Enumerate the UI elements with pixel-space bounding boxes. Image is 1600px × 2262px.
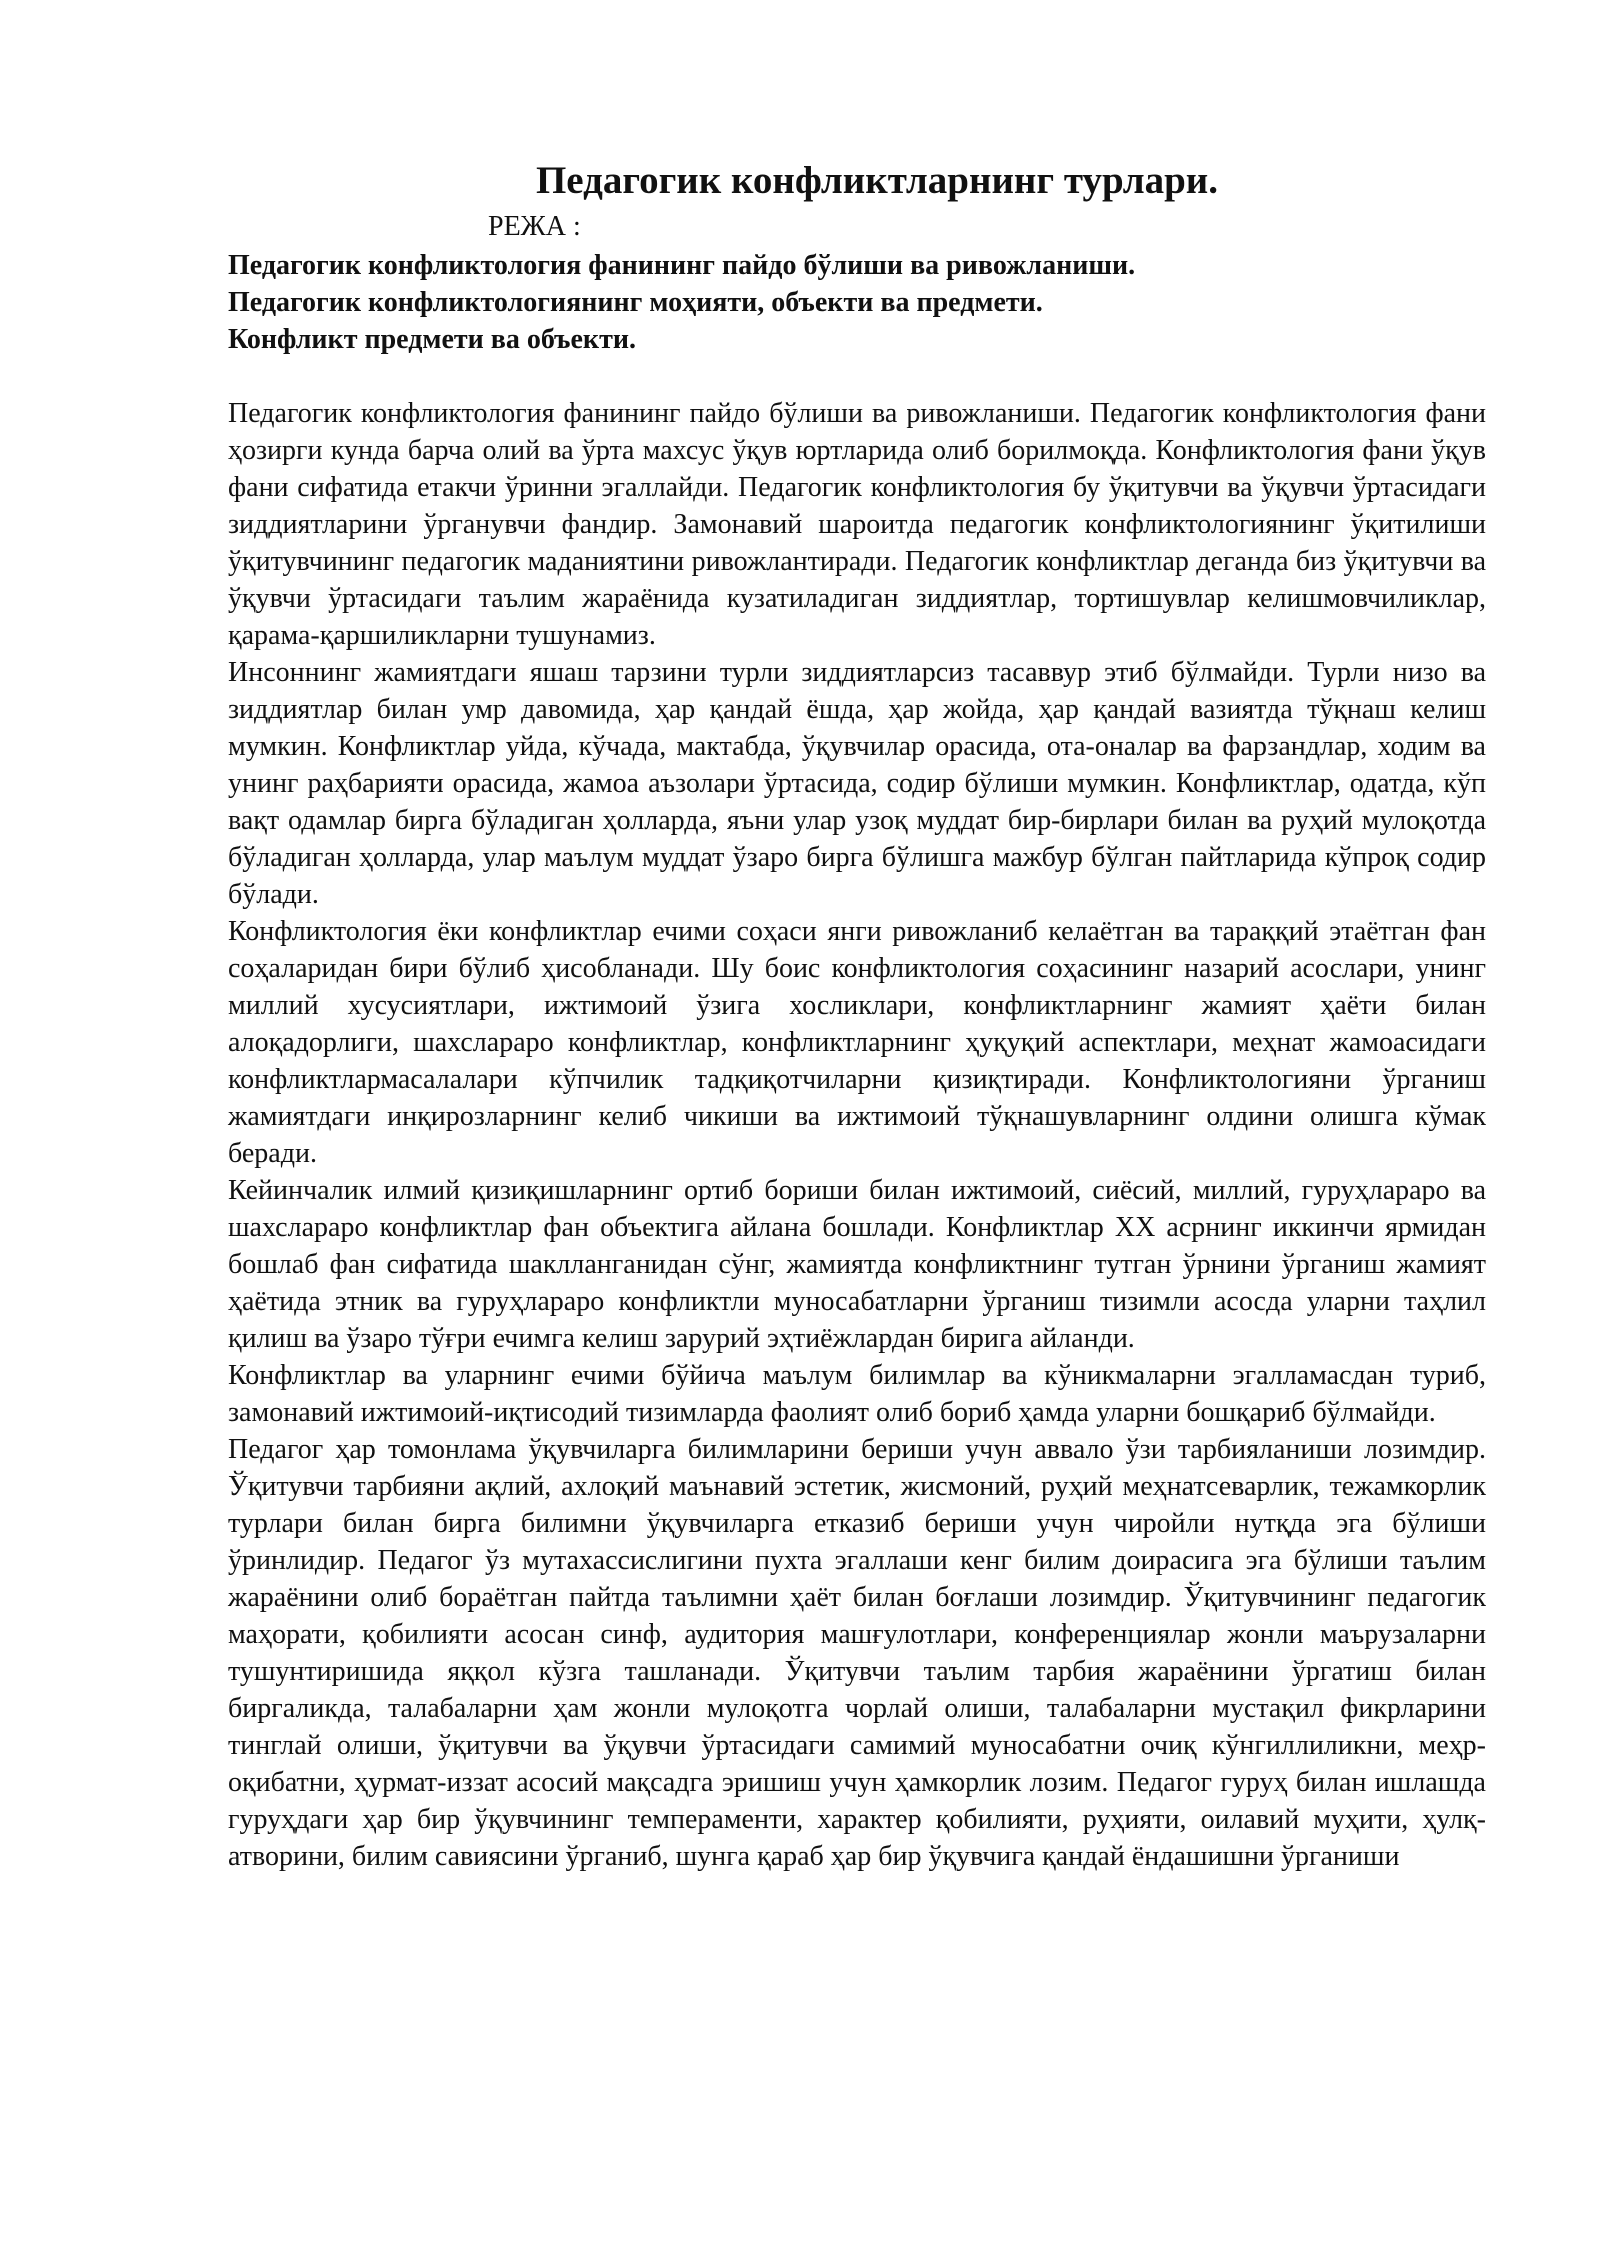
document-page	[228, 155, 1486, 1875]
plan-list	[228, 247, 1486, 358]
plan-item: Педагогик конфликтология фанининг пайдо бўлиши ва ривожланиши.	[228, 250, 1136, 281]
body-paragraph: Педагог ҳар томонлама ўқувчиларга билимларини бериши учун аввало ўзи тарбияланиши лозимдир. Ўқитувчи тарбияни ақлий, ахлоқий маънавий эстетик, жисмоний, руҳий меҳнатсеварлик, тежамкорлик турлари билан бирга билимни ўқувчиларга етказиб бериши учун чиройли нутқда эга бўлиши ўринлидир. Педагог ўз мутахассислигини пухта эгаллаши кенг билим доирасига эга бўлиши таълим жараёнини олиб бораётган пайтда таълимни ҳаёт билан боғлаши лозимдир. Ўқитувчининг педагогик маҳорати, қобилияти асосан синф, аудитория машғулотлари, конференциялар жонли маърузаларни тушунтиришида яққол кўзга ташланади. Ўқитувчи таълим тарбия жараёнини ўргатиш билан биргаликда, талабаларни ҳам жонли мулоқотга чорлай олиши, талабаларни мустақил фикрларини тинглай олиши, ўқитувчи ва ўқувчи ўртасидаги самимий муносабатни очиқ кўнгиллиликни, меҳр-оқибатни, ҳурмат-иззат асосий мақсадга эришиш учун ҳамкорлик лозим. Педагог гуруҳ билан ишлашда гуруҳдаги ҳар бир ўқувчининг темпераменти, характер қобилияти, руҳияти, оилавий муҳити, ҳулқ-атворини, билим савиясини ўрганиб, шунга қараб ҳар бир ўқувчига қандай ёндашишни ўрганиши	[228, 1434, 1486, 1872]
plan-item: Педагогик конфликтологиянинг моҳияти, объекти ва предмети.	[228, 287, 1043, 318]
body-paragraph: Кейинчалик илмий қизиқишларнинг ортиб бориши билан ижтимоий, сиёсий, миллий, гуруҳлараро ва шахслараро конфликтлар фан объектига айлана бошлади. Конфликтлар XX асрнинг иккинчи ярмидан бошлаб фан сифатида шаклланганидан сўнг, жамиятда конфликтнинг тутган ўрнини ўрганиш жамият ҳаётида этник ва гуруҳлараро конфликтли муносабатларни ўрганиш тизимли асосда уларни таҳлил қилиш ва ўзаро тўғри ечимга келиш зарурий эҳтиёжлардан бирига айланди.	[228, 1175, 1486, 1354]
body-paragraph: Педагогик конфликтология фанининг пайдо бўлиши ва ривожланиши. Педагогик конфликтология фани ҳозирги кунда барча олий ва ўрта махсус ўқув юртларида олиб борилмоқда. Конфликтология фани ўқув фани сифатида етакчи ўринни эгаллайди. Педагогик конфликтология бу ўқитувчи ва ўқувчи ўртасидаги зиддиятларини ўрганувчи фандир. Замонавий шароитда педагогик конфликтологиянинг ўқитилиши ўқитувчининг педагогик маданиятини ривожлантиради. Педагогик конфликтлар деганда биз ўқитувчи ва ўқувчи ўртасидаги таълим жараёнида кузатиладиган зиддиятлар, тортишувлар келишмовчиликлар, қарама-қаршиликларни тушунамиз.	[228, 398, 1486, 651]
body-paragraph: Инсоннинг жамиятдаги яшаш тарзини турли зиддиятларсиз тасаввур этиб бўлмайди. Турли низо ва зиддиятлар билан умр давомида, ҳар қандай ёшда, ҳар жойда, ҳар қандай вазиятда тўқнаш келиш мумкин. Конфликтлар уйда, кўчада, мактабда, ўқувчилар орасида, ота-оналар ва фарзандлар, ходим ва унинг раҳбарияти орасида, жамоа аъзолари ўртасида, содир бўлиши мумкин. Конфликтлар, одатда, кўп вақт одамлар бирга бўладиган ҳолларда, яъни улар узоқ муддат бир-бирлари билан ва руҳий мулоқотда бўладиган ҳолларда, улар маълум муддат ўзаро бирга бўлишга мажбур бўлган пайтларида кўпроқ содир бўлади.	[228, 657, 1486, 910]
page-title: Педагогик конфликтларнинг турлари.	[535, 159, 1219, 202]
plan-item: Конфликт предмети ва объекти.	[228, 324, 636, 355]
body-text	[228, 395, 1486, 1875]
body-paragraph: Конфликтлар ва уларнинг ечими бўйича маълум билимлар ва кўникмаларни эгалламасдан туриб, замонавий ижтимоий-иқтисодий тизимларда фаолият олиб бориб ҳамда уларни бошқариб бўлмайди.	[228, 1360, 1486, 1428]
body-paragraph: Конфликтология ёки конфликтлар ечими соҳаси янги ривожланиб келаётган ва тараққий этаётган фан соҳаларидан бири бўлиб ҳисобланади. Шу боис конфликтология соҳасининг назарий асослари, унинг миллий хусусиятлари, ижтимоий ўзига хосликлари, конфликтларнинг жамият ҳаёти билан алоқадорлиги, шахслараро конфликтлар, конфликтларнинг ҳуқуқий аспектлари, меҳнат жамоасидаги конфликтлармасалалари кўпчилик тадқиқотчиларни қизиқтиради. Конфликтологияни ўрганиш жамиятдаги инқирозларнинг келиб чикиши ва ижтимоий тўқнашувларнинг олдини олишга кўмак беради.	[228, 916, 1486, 1169]
plan-heading: РЕЖА :	[488, 211, 581, 242]
